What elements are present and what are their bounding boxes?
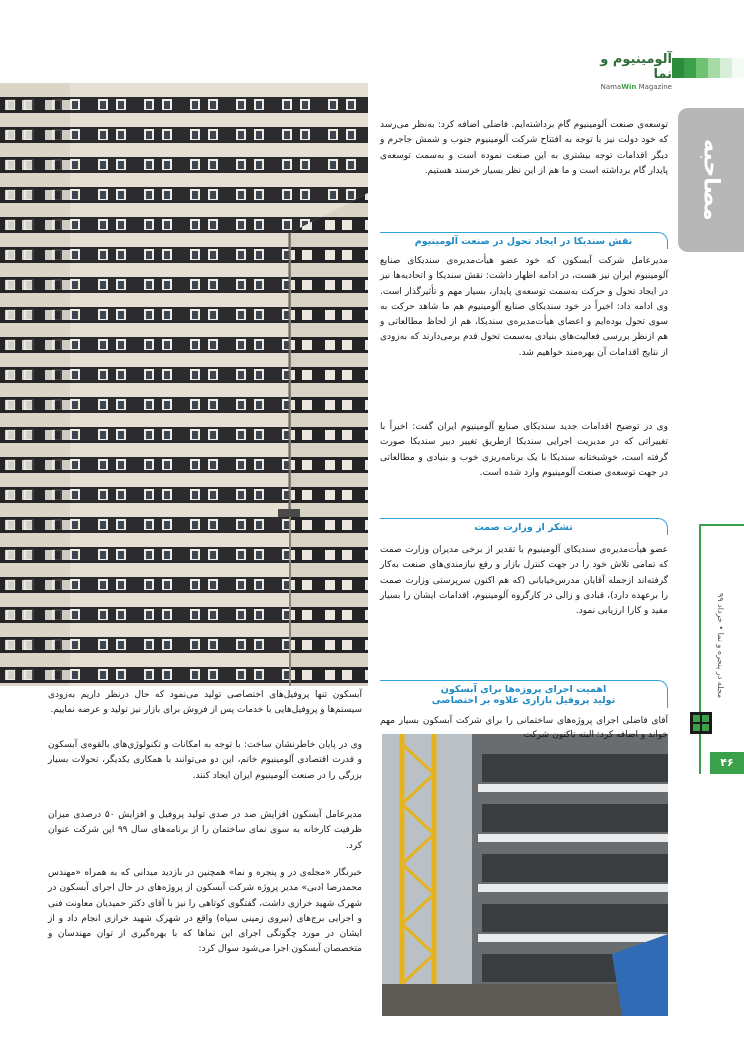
logo-en-prefix: Nama: [600, 83, 622, 91]
building-photo: [0, 83, 368, 686]
paragraph-left-1: آبسکون تنها پروفیل‌های اختصاصی تولید می‌نمود که حال درنظر داریم به‌زودی سیستم‌ها و پروفیل‌هایی با خدمات پس از فروش برای بازار نیز تولید و عرضه نماییم.: [48, 690, 362, 716]
building-illustration: [0, 83, 368, 686]
section-tab-label: مصاحبه: [698, 139, 724, 221]
side-rule: [700, 524, 744, 526]
issue-line: مجله در پنجره و نما • خرداد ۹۹: [716, 592, 725, 698]
intro-text: توسعه‌ی صنعت آلومینیوم گام برداشته‌ایم. فاضلی اضافه کرد: به‌نظر می‌رسد که خود دولت نیز با توجه به افتتاح شرکت آلومینیوم جنوب و شمش جاجرم و دیگر اقدامات توجه بیشتری به این صنعت نموده است و به‌سمت توسعه‌ی پایدار گام برداشته است و ما هم از این نظر بسیار خرسند هستیم.: [380, 120, 668, 176]
section-tab: [678, 108, 744, 252]
logo-en-mid: Win: [621, 83, 637, 91]
heading-syndicate: نقش سندیکا در ایجاد تحول در صنعت آلومینیوم: [380, 232, 668, 249]
header-bar-segment: [732, 58, 744, 78]
paragraph-left-3: مدیرعامل آبسکون افزایش صد در صدی تولید پروفیل و افزایش ۵۰ درصدی میزان ظرفیت کارخانه به سوی نمای ساختمان را از برنامه‌های سال ۹۹ این شرکت عنوان کرد.: [48, 810, 362, 851]
header-bar-segment: [684, 58, 696, 78]
page-number: ۴۶: [710, 752, 744, 774]
heading-projects-line2: تولید پروفیل بازاری علاوه بر اختصاصی: [431, 695, 616, 706]
header-bar-segment: [696, 58, 708, 78]
logo-persian: آلومینیوم و نما: [600, 52, 672, 82]
paragraph-left-4: خبرنگار «مجله‌ی در و پنجره و نما» همچنین در بازدید میدانی که به همراه «مهندس محمدرضا ادبی» مدیر پروژه شرکت آبسکون از پروژه‌های در حال اجرای آبسکون در شهرک شهید خرازی داشت، گفتگوی کوتاهی را نیز با آقای دکتر حمیدیان معاونت فنی و اجرایی برج‌های (نیروی زمینی سپاه) واقع در شهرک شهید خرازی انجام داد و از ایشان در مورد چگونگی اجرای این نماها که با بهره‌گیری از توان مهندسان و متخصصان آبسکون اجرا می‌شود سوال کرد:: [48, 868, 362, 955]
paragraph-ministry: عضو هیأت‌مدیره‌ی سندیکای آلومینیوم با تقدیر از برخی مدیران وزارت صمت که تمامی تلاش خود را در جهت کنترل بازار و رفع نیازمندی‌های صنعت به‌کار گرفته‌اند ازجمله آقایان مدرس‌خیابانی (که هم اکنون سرپرستی وزارت صمت را برعهده دارد)، قبادی و زالی در کارگروه آلومینیوم، اقدامات ایشان را بسیار مفید و کارا ارزیابی نمود.: [380, 545, 668, 617]
header-bar-segment: [672, 58, 684, 78]
header-bar-segment: [720, 58, 732, 78]
construction-photo: [382, 734, 668, 1016]
logo-english: [582, 83, 672, 91]
heading-ministry: تشکر از وزارت صمت: [380, 518, 668, 535]
header-bar-segment: [708, 58, 720, 78]
magazine-logo: [582, 52, 672, 91]
paragraph-syndicate-2: وی در توضیح اقدامات جدید سندیکای صنایع آلومینیوم ایران گفت: اخیراً با تغییراتی که در مدیریت اجرایی سندیکا ازطریق تغییر دبیر سندیکا صورت گرفته است، خوشبختانه سندیکا با یک برنامه‌ریزی خوب و بنیادی و مطالعاتی در جهت توسعه‌ی صنعت آلومینیوم وارد شده است.: [380, 422, 668, 478]
paragraph-syndicate-1: مدیرعامل شرکت آبسکون که خود عضو هیأت‌مدیره‌ی سندیکای صنایع آلومینیوم ایران نیز هست، در ادامه اظهار داشت: نقش سندیکا و اتحادیه‌ها نیز در ایجاد تحول و حرکت به‌سمت توسعه‌ی پایدار، بسیار مهم و تأثیرگذار است. وی ادامه داد: اخیراً در خود سندیکای صنایع آلومینیوم هم ما شاهد حرکت به سوی تحول بوده‌ایم و اعضای هیأت‌مدیره‌ی سندیکا، هم از لحاظ مطالعاتی و هم ازنظر بررسی فعالیت‌های بنیادی به‌سمت تحول قدم برمی‌دارند که به‌زودی از نتایج اقدامات آن بهره‌مند خواهیم شد.: [380, 256, 668, 358]
paragraph-left-2: وی در پایان خاطرنشان ساخت: با توجه به امکانات و تکنولوژی‌های بالقوه‌ی آبسکون و قدرت اقتصادی آلومینیوم خاتم، این دو می‌توانند با همکاری یکدیگر، تحولات بسیار بزرگی را در صنعت آلومینیوم ایران ایجاد کنند.: [48, 740, 362, 781]
side-vertical-rule: [699, 524, 701, 774]
paragraph-projects: آقای فاضلی اجرای پروژه‌های ساختمانی را برای شرکت آبسکون بسیار مهم خواند و اضافه کرد: البته تاکنون شرکت: [380, 716, 668, 740]
heading-projects-line1: اهمیت اجرای پروژه‌ها برای آبسکون: [440, 684, 607, 695]
construction-illustration: [382, 734, 668, 1016]
logo-en-suffix: Magazine: [638, 83, 672, 91]
header-gradient-bar: [672, 58, 744, 78]
window-icon: [688, 710, 714, 736]
heading-projects: [380, 680, 668, 708]
